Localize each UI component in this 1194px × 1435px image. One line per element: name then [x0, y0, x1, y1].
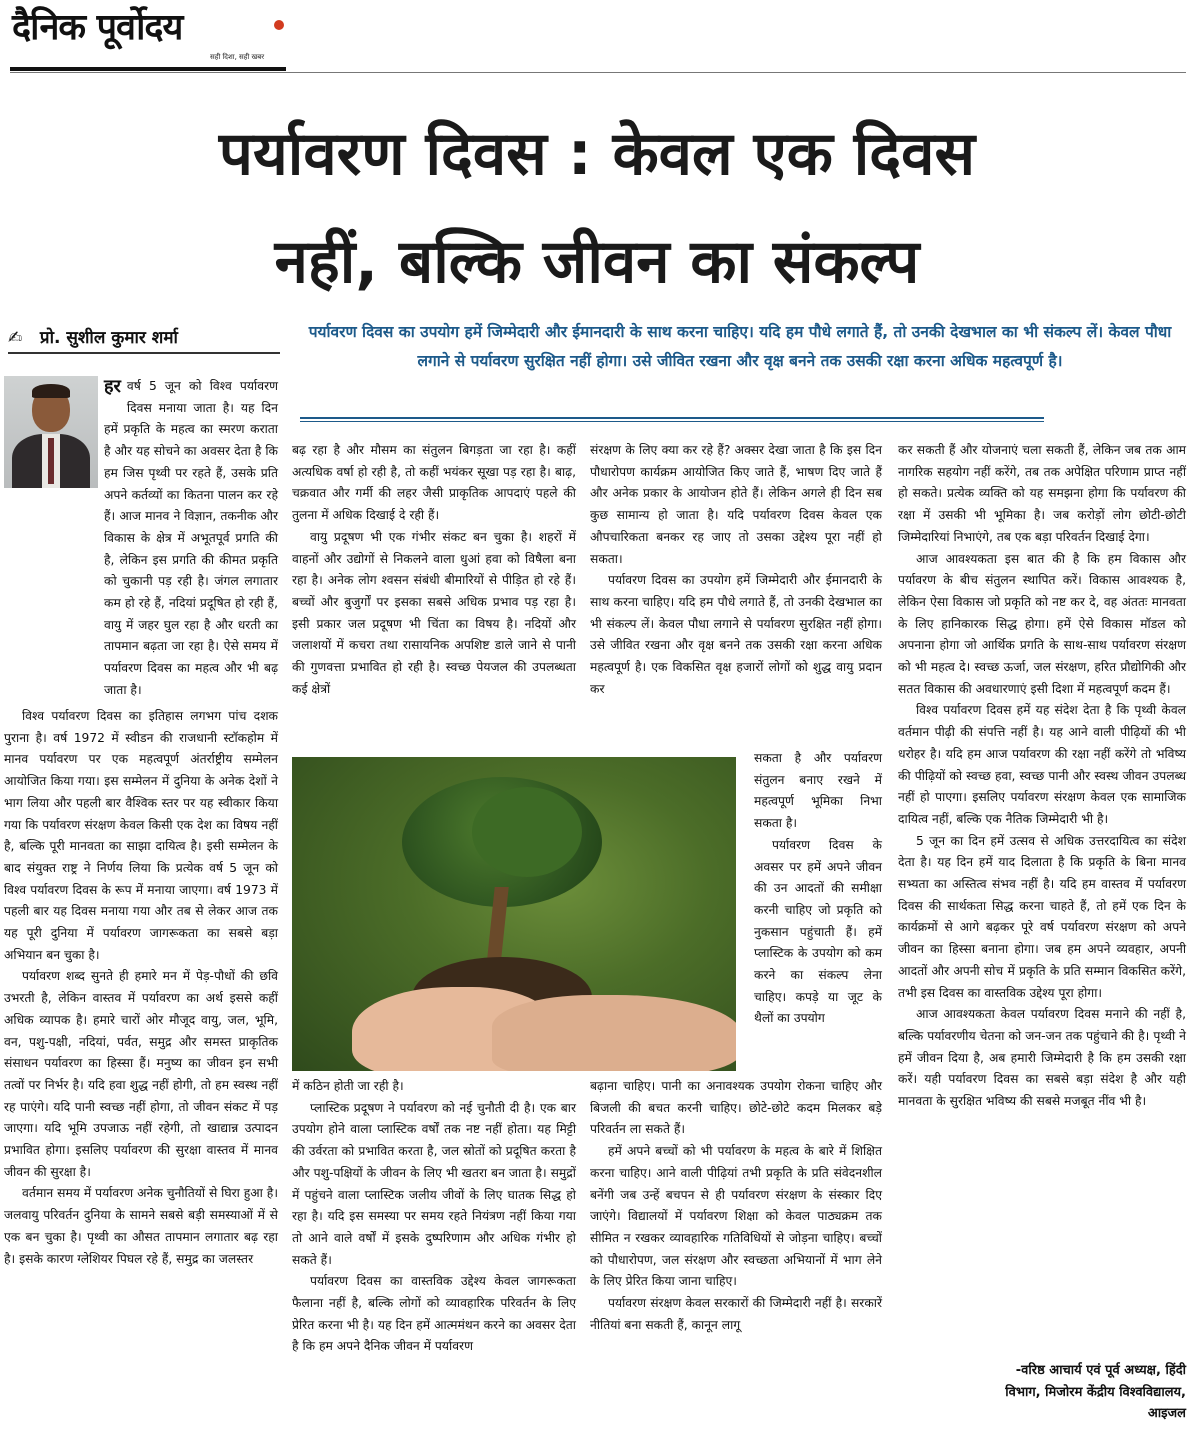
dropcap: हर — [104, 376, 121, 397]
column-3-top — [590, 440, 882, 700]
signoff-line: विभाग, मिजोरम केंद्रीय विश्वविद्यालय, — [1005, 1384, 1186, 1400]
intro-rule — [300, 417, 1044, 419]
tagline: सही दिशा, सही खबर — [210, 53, 265, 61]
column-2-bottom — [292, 1076, 576, 1358]
signoff-line: आइजल — [1147, 1406, 1186, 1422]
article-paragraph: हमें अपने बच्चों को भी पर्यावरण के महत्व के बारे में शिक्षित करना चाहिए। आने वाली पीढ़ियां तभी प्रकृति के प्रति संवेदनशील बनेंगी जब उन्हें बचपन से ही पर्यावरण संरक्षण के संस्कार दिए जाएंगे। विद्यालयों में पर्यावरण शिक्षा को केवल पाठ्यक्रम तक सीमित न रखकर व्यावहारिक गतिविधियों से जोड़ना चाहिए। बच्चों को पौधारोपण, जल संरक्षण और स्वच्छता अभियानों में भाग लेने के लिए प्रेरित किया जाना चाहिए। — [590, 1144, 882, 1289]
column-2-top — [292, 440, 576, 700]
article-paragraph: पर्यावरण दिवस का उपयोग हमें जिम्मेदारी और ईमानदारी के साथ करना चाहिए। यदि हम पौधे लगाते हैं, तो उनकी देखभाल का भी संकल्प लें। केवल पौधा लगाने से पर्यावरण सुरक्षित नहीं होगा। उसे जीवित रखना और वृक्ष बनने तक उसकी रक्षा करना अधिक महत्वपूर्ण है। एक विकसित वृक्ष हजारों लोगों को शुद्ध वायु प्रदान कर — [590, 573, 882, 696]
article-paragraph: संरक्षण के लिए क्या कर रहे हैं? अक्सर देखा जाता है कि इस दिन पौधारोपण कार्यक्रम आयोजित किए जाते हैं, भाषण दिए जाते हैं और अनेक प्रकार के आयोजन होते हैं। लेकिन अगले ही दिन सब कुछ सामान्य हो जाता है। यदि पर्यावरण दिवस केवल एक औपचारिकता बनकर रह जाए तो उसका उद्देश्य पूरा नहीं हो सकता। — [590, 443, 882, 566]
masthead — [12, 8, 287, 72]
pen-icon: ✍ — [8, 328, 23, 348]
article-paragraph: पर्यावरण शब्द सुनते ही हमारे मन में पेड़-पौधों की छवि उभरती है, लेकिन वास्तव में पर्यावरण का अर्थ इससे कहीं अधिक व्यापक है। हमारे चारों ओर मौजूद वायु, जल, भूमि, वन, पशु-पक्षी, नदियां, पर्वत, समुद्र और समस्त प्राकृतिक संसाधन पर्यावरण का हिस्सा हैं। मनुष्य का जीवन इन सभी तत्वों पर निर्भर है। यदि हवा शुद्ध नहीं होगी, तो हम स्वस्थ नहीं रह पाएंगे। यदि पानी स्वच्छ नहीं होगा, तो जीवन संकट में पड़ जाएगा। यदि भूमि उपजाऊ नहीं रहेगी, तो खाद्यान्न उत्पादन प्रभावित होगा। इसलिए पर्यावरण की सुरक्षा वास्तव में मानव जीवन की सुरक्षा है। — [4, 969, 278, 1179]
article-paragraph: आज आवश्यकता केवल पर्यावरण दिवस मनाने की नहीं है, बल्कि पर्यावरणीय चेतना को जन-जन तक पहुंचाने की है। पृथ्वी ने हमें जीवन दिया है, अब हमारी जिम्मेदारी है कि हम उसकी रक्षा करें। यही पर्यावरण दिवस का सबसे बड़ा संदेश है और यही मानवता के सुरक्षित भविष्य की सबसे मजबूत नींव भी है। — [898, 1007, 1186, 1109]
article-paragraph: पर्यावरण संरक्षण केवल सरकारों की जिम्मेदारी नहीं है। सरकारें नीतियां बना सकती हैं, कानून लागू — [590, 1296, 882, 1332]
author-name: प्रो. सुशील कुमार शर्मा — [39, 328, 178, 348]
article-paragraph: 5 जून का दिन हमें उत्सव से अधिक उत्तरदायित्व का संदेश देता है। यह दिन हमें याद दिलाता है कि प्रकृति के बिना मानव सभ्यता का अस्तित्व संभव नहीं है। यदि हम वास्तव में पर्यावरण दिवस की सार्थकता सिद्ध करना चाहते हैं, तो हमें एक दिन के कार्यक्रमों से आगे बढ़कर पूरे वर्ष पर्यावरण संरक्षण को अपने जीवन का हिस्सा बनाना होगा। जब हम अपने व्यवहार, अपनी आदतों और अपनी सोच में प्रकृति के प्रति सम्मान विकसित करेंगे, तभी इस दिवस का वास्तविक उद्देश्य पूरा होगा। — [898, 833, 1186, 1000]
intro-summary: पर्यावरण दिवस का उपयोग हमें जिम्मेदारी और ईमानदारी के साथ करना चाहिए। यदि हम पौधे लगाते हैं, तो उनकी देखभाल का भी संकल्प लें। केवल पौधा लगाने से पर्यावरण सुरक्षित नहीं होगा। उसे जीवित रखना और वृक्ष बनने तक उसकी रक्षा करना अधिक महत्वपूर्ण है। — [308, 323, 1172, 370]
column-1-lead — [104, 376, 278, 702]
article-paragraph: पर्यावरण दिवस का वास्तविक उद्देश्य केवल जागरूकता फैलाना नहीं है, बल्कि लोगों को व्यावहारिक परिवर्तन के लिए प्रेरित करना भी है। यह दिन हमें आत्ममंथन करने का अवसर देता है कि हम अपने दैनिक जीवन में पर्यावरण — [292, 1274, 576, 1354]
author-photo — [4, 376, 98, 488]
signoff-line: -वरिष्ठ आचार्य एवं पूर्व अध्यक्ष, हिंदी — [1015, 1363, 1186, 1378]
article-paragraph: बढ़ रहा है और मौसम का संतुलन बिगड़ता जा रहा है। कहीं अत्यधिक वर्षा हो रही है, तो कहीं भयंकर सूखा पड़ रहा है। बाढ़, चक्रवात और गर्मी की लहर जैसी प्राकृतिक आपदाएं पहले की तुलना में अधिक दिखाई दे रही हैं। — [292, 443, 576, 523]
headline-line-2: नहीं, बल्कि जीवन का संकल्प — [274, 227, 920, 297]
newspaper-logo: दैनिक पूर्वोदय — [12, 7, 183, 48]
logo-dot-icon — [274, 20, 284, 30]
article-paragraph: बढ़ाना चाहिए। पानी का अनावश्यक उपयोग रोकना चाहिए और बिजली की बचत करनी चाहिए। छोटे-छोटे कदम मिलकर बड़े परिवर्तन ला सकते हैं। — [590, 1079, 882, 1137]
author-signoff — [898, 1360, 1186, 1425]
byline — [8, 325, 280, 351]
masthead-rule — [10, 67, 286, 71]
article-paragraph: में कठिन होती जा रही है। — [292, 1079, 404, 1093]
article-paragraph: सकता है और पर्यावरण संतुलन बनाए रखने में महत्वपूर्ण भूमिका निभा सकता है। — [754, 751, 882, 831]
article-paragraph: विश्व पर्यावरण दिवस हमें यह संदेश देता है कि पृथ्वी केवल वर्तमान पीढ़ी की संपत्ति नहीं है। यह आने वाली पीढ़ियों की भी धरोहर है। यदि हम आज पर्यावरण की रक्षा नहीं करेंगे तो भविष्य की पीढ़ियों को स्वच्छ हवा, स्वच्छ पानी और स्वस्थ जीवन उपलब्ध नहीं हो पाएगा। इसलिए पर्यावरण संरक्षण केवल एक सामाजिक दायित्व नहीं, बल्कि एक नैतिक जिम्मेदारी भी है। — [898, 703, 1186, 826]
column-1 — [4, 706, 278, 1270]
article-paragraph: वर्तमान समय में पर्यावरण अनेक चुनौतियों से घिरा हुआ है। जलवायु परिवर्तन दुनिया के सामने सबसे बड़ी समस्याओं में से एक बन चुका है। पृथ्वी का औसत तापमान लगातार बढ़ रहा है। इसके कारण ग्लेशियर पिघल रहे हैं, समुद्र का जलस्तर — [4, 1186, 278, 1266]
article-paragraph: आज आवश्यकता इस बात की है कि हम विकास और पर्यावरण के बीच संतुलन स्थापित करें। विकास आवश्यक है, लेकिन ऐसा विकास जो प्रकृति को नष्ट कर दे, वह अंततः मानवता के लिए हानिकारक सिद्ध होगा। हमें ऐसे विकास मॉडल को अपनाना होगा जो आर्थिक प्रगति के साथ-साथ पर्यावरण संरक्षण को भी महत्व दे। स्वच्छ ऊर्जा, जल संरक्षण, हरित प्रौद्योगिकी और सतत विकास की अवधारणाएं इसी दिशा में महत्वपूर्ण कदम हैं। — [898, 551, 1186, 696]
column-3-narrow — [754, 748, 882, 1030]
article-paragraph: पर्यावरण दिवस के अवसर पर हमें अपने जीवन की उन आदतों की समीक्षा करनी चाहिए जो प्रकृति को नुकसान पहुंचाती हैं। हमें प्लास्टिक के उपयोग को कम करने का संकल्प लेना चाहिए। कपड़े या जूट के थैलों का उपयोग — [754, 837, 882, 1026]
headline-line-1: पर्यावरण दिवस : केवल एक दिवस — [218, 119, 976, 189]
column-1-top — [104, 376, 278, 702]
intro-rule-thin — [300, 421, 1044, 422]
article-photo-sapling-in-hands — [292, 757, 736, 1071]
article-paragraph: विश्व पर्यावरण दिवस का इतिहास लगभग पांच दशक पुराना है। वर्ष 1972 में स्वीडन की राजधानी स्टॉकहोम में मानव पर्यावरण पर एक महत्वपूर्ण अंतर्राष्ट्रीय सम्मेलन आयोजित किया गया। इस सम्मेलन में दुनिया के अनेक देशों ने भाग लिया और पहली बार वैश्विक स्तर पर यह स्वीकार किया गया कि पर्यावरण संरक्षण केवल किसी एक देश का विषय नहीं है, बल्कि पूरी मानवता का साझा दायित्व है। इसी सम्मेलन के बाद संयुक्त राष्ट्र ने निर्णय लिया कि प्रत्येक वर्ष 5 जून को विश्व पर्यावरण दिवस के रूप में मनाया जाएगा। वर्ष 1973 में पहली बार यह दिवस मनाया गया और तब से लेकर आज तक यह पूरी दुनिया में पर्यावरण जागरूकता का सबसे बड़ा अभियान बन चुका है। — [4, 709, 278, 962]
page-rule — [10, 72, 1186, 73]
article-paragraph: प्लास्टिक प्रदूषण ने पर्यावरण को नई चुनौती दी है। एक बार उपयोग होने वाला प्लास्टिक वर्षों तक नष्ट नहीं होता। यह मिट्टी की उर्वरता को प्रभावित करता है, जल स्रोतों को प्रदूषित करता है और पशु-पक्षियों के जीवन के लिए भी खतरा बन जाता है। समुद्रों में पहुंचने वाला प्लास्टिक जलीय जीवों के लिए घातक सिद्ध हो रहा है। यदि इस समस्या पर समय रहते नियंत्रण नहीं किया गया तो आने वाले वर्षों में इसके दुष्परिणाम और अधिक गंभीर हो सकते हैं। — [292, 1100, 576, 1267]
byline-rule — [8, 352, 280, 354]
article-paragraph: वर्ष 5 जून को विश्व पर्यावरण दिवस मनाया जाता है। यह दिन हमें प्रकृति के महत्व का स्मरण कराता है और यह सोचने का अवसर देता है कि हम जिस पृथ्वी पर रहते हैं, उसके प्रति अपने कर्तव्यों का कितना पालन कर रहे हैं। आज मानव ने विज्ञान, तकनीक और विकास के क्षेत्र में अभूतपूर्व प्रगति की है, लेकिन इस प्रगति की कीमत प्रकृति को चुकानी पड़ रही है। जंगल लगातार कम हो रहे हैं, नदियां प्रदूषित हो रही हैं, वायु में जहर घुल रहा है और धरती का तापमान बढ़ता जा रहा है। ऐसे समय में पर्यावरण दिवस का महत्व और भी बढ़ जाता है। — [104, 379, 278, 697]
article-paragraph: कर सकती हैं और योजनाएं चला सकती हैं, लेकिन जब तक आम नागरिक सहयोग नहीं करेंगे, तब तक अपेक्षित परिणाम प्राप्त नहीं हो सकते। प्रत्येक व्यक्ति को यह समझना होगा कि पर्यावरण की रक्षा में उसकी भी भूमिका है। जब करोड़ों लोग छोटी-छोटी जिम्मेदारियां निभाएंगे, तब एक बड़ा परिवर्तन दिखाई देगा। — [898, 443, 1186, 544]
column-3-bottom — [590, 1076, 882, 1336]
headline — [0, 100, 1194, 316]
column-4 — [898, 440, 1186, 1113]
article-paragraph: वायु प्रदूषण भी एक गंभीर संकट बन चुका है। शहरों में वाहनों और उद्योगों से निकलने वाला धुआं हवा को विषैला बना रहा है। अनेक लोग श्वसन संबंधी बीमारियों से पीड़ित हो रहे हैं। बच्चों और बुजुर्गों पर इसका सबसे अधिक प्रभाव पड़ रहा है। इसी प्रकार जल प्रदूषण भी चिंता का विषय है। नदियों और जलाशयों में कचरा तथा रासायनिक अपशिष्ट डाले जाने से पानी की गुणवत्ता प्रभावित हो रही है। स्वच्छ पेयजल की उपलब्धता कई क्षेत्रों — [292, 529, 576, 696]
